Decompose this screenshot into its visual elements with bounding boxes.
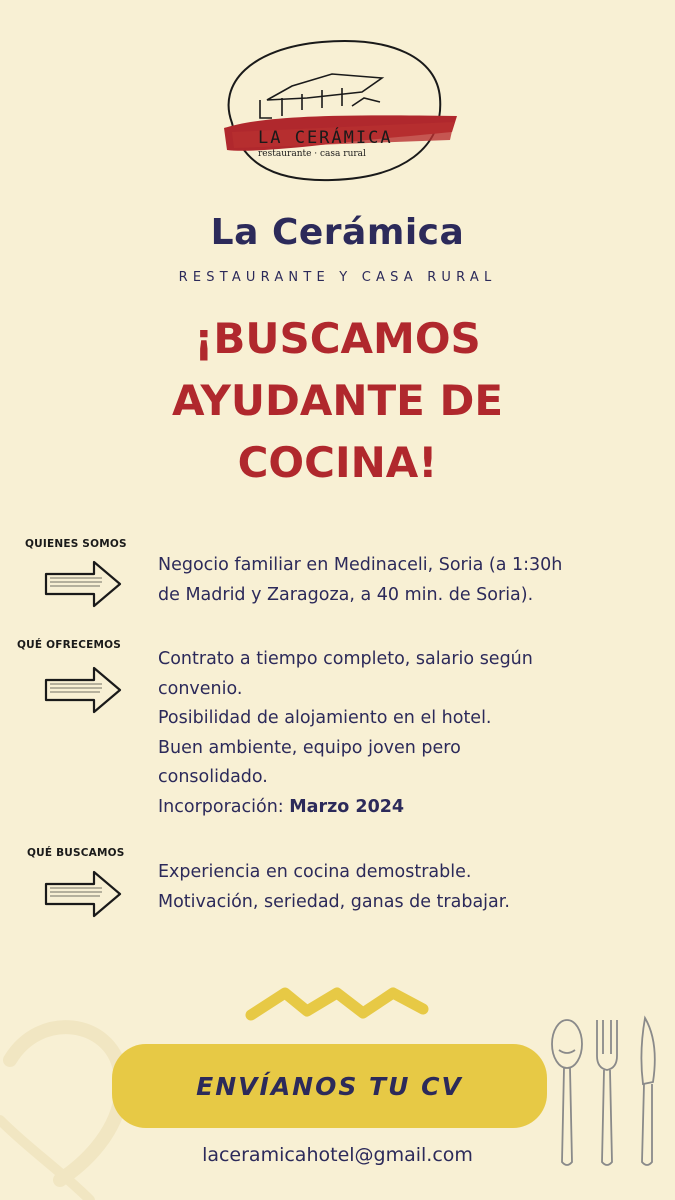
cutlery-icon <box>545 1012 665 1172</box>
decorative-squiggle <box>245 985 430 1030</box>
quienes-line-1: Negocio familiar en Medinaceli, Soria (a 1:30h <box>158 555 563 575</box>
arrow-right-icon <box>42 868 124 918</box>
brand-subtitle: RESTAURANTE Y CASA RURAL <box>178 270 497 285</box>
ofrecemos-line-5: consolidado. <box>158 767 268 787</box>
headline-line-1: ¡BUSCAMOS <box>194 314 481 363</box>
ofrecemos-line-4: Buen ambiente, equipo joven pero <box>158 737 461 758</box>
send-cv-button[interactable]: ENVÍANOS TU CV <box>112 1044 547 1128</box>
logo-tagline: restaurante · casa rural <box>258 149 366 159</box>
buscamos-line-2: Motivación, seriedad, ganas de trabajar. <box>158 891 510 912</box>
section-label-ofrecemos: QUÉ OFRECEMOS <box>17 639 122 651</box>
job-headline <box>0 308 675 494</box>
arrow-right-icon <box>42 558 124 608</box>
start-date: Marzo 2024 <box>289 796 405 817</box>
section-text-buscamos <box>158 858 638 917</box>
buscamos-line-1: Experiencia en cocina demostrable. <box>158 862 472 882</box>
ofrecemos-line-3: Posibilidad de alojamiento en el hotel. <box>158 708 492 728</box>
headline-line-3: COCINA! <box>237 438 438 487</box>
start-label: Incorporación: <box>158 796 290 817</box>
contact-email[interactable]: laceramicahotel@gmail.com <box>202 1144 473 1166</box>
quienes-line-2: de Madrid y Zaragoza, a 40 min. de Soria). <box>158 584 534 605</box>
headline-line-2: AYUDANTE DE <box>171 376 504 425</box>
restaurant-logo <box>212 28 472 193</box>
arrow-right-icon <box>42 664 124 714</box>
brand-title: La Cerámica <box>210 212 465 253</box>
ofrecemos-start <box>158 793 638 823</box>
ofrecemos-line-2: convenio. <box>158 678 243 699</box>
section-text-quienes <box>158 551 638 610</box>
section-text-ofrecemos <box>158 645 638 822</box>
logo-name: LA CERÁMICA <box>258 128 393 148</box>
section-label-buscamos: QUÉ BUSCAMOS <box>27 847 125 859</box>
section-label-quienes: QUIENES SOMOS <box>25 538 127 550</box>
ofrecemos-line-1: Contrato a tiempo completo, salario según <box>158 649 533 669</box>
